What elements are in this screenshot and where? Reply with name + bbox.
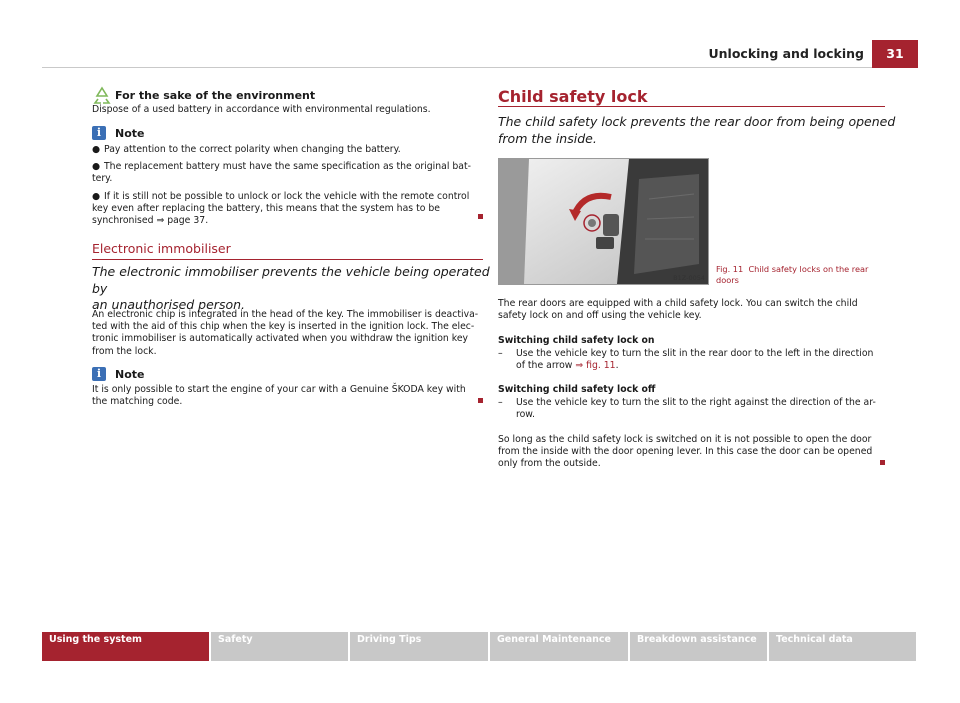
bullet-icon: ● (92, 190, 101, 202)
figure-image (498, 158, 709, 285)
list-item: – Use the vehicle key to turn the slit to the right against the direction of the ar- row. (498, 397, 876, 421)
section-body: An electronic chip is integrated in the head of the key. The immobiliser is deactiva- ted with the aid of this chip when the key is inserted in the ignition lock. The elec- tronic immobiliser is automatically activated when you withdraw the ignition key from the lock. (92, 309, 479, 357)
section-divider (92, 259, 483, 260)
subsection-title-on: Switching child safety lock on (498, 335, 655, 346)
tab-safety[interactable]: Safety (211, 632, 348, 661)
list-item: ● If it is still not be possible to unlock or lock the vehicle with the remote control key even after replacing the battery, this means that the system has to be synchronised ⇒ page 37. (92, 191, 482, 228)
list-item: ● Pay attention to the correct polarity when changing the battery. (92, 144, 401, 155)
bullet-icon: ● (92, 144, 101, 155)
section-lead: The electronic immobiliser prevents the vehicle being operated by an unauthorised person. (92, 264, 490, 312)
note-bullets (92, 144, 482, 227)
tab-technical-data[interactable]: Technical data (769, 632, 916, 661)
note-title: Note (115, 368, 145, 381)
section-divider (498, 106, 885, 107)
info-icon: i (92, 367, 106, 381)
environment-title: For the sake of the environment (115, 89, 316, 102)
bullet-icon: ● (92, 161, 101, 173)
section-lead: The child safety lock prevents the rear door from being opened from the inside. (498, 114, 896, 146)
figure-code: B1Z-0054 (673, 274, 705, 282)
tab-general-maintenance[interactable]: General Maintenance (490, 632, 628, 661)
cross-reference-link[interactable]: synchronised ⇒ page 37. (92, 215, 209, 227)
cross-reference-link[interactable]: ⇒ fig. 11 (575, 360, 616, 372)
section-title: Electronic immobiliser (92, 241, 231, 256)
section-body: The rear doors are equipped with a child safety lock. You can switch the child safety lock on and off using the vehicle key. (498, 298, 858, 322)
note-title: Note (115, 127, 145, 140)
page-section-title: Child safety lock (498, 87, 648, 106)
environment-text: Dispose of a used battery in accordance with environmental regulations. (92, 104, 431, 115)
recycle-icon (92, 86, 112, 106)
list-item: ● The replacement battery must have the same specification as the original bat- tery. (92, 161, 471, 185)
section-end-marker (478, 398, 483, 403)
note-text: It is only possible to start the engine of your car with a Genuine ŠKODA key with the matching code. (92, 384, 466, 408)
info-icon: i (92, 126, 106, 140)
section-end-marker (478, 214, 483, 219)
tab-breakdown-assistance[interactable]: Breakdown assistance (630, 632, 767, 661)
list-item: – Use the vehicle key to turn the slit in the rear door to the left in the direction of the arrow ⇒ fig. 11. (498, 348, 874, 372)
section-body: So long as the child safety lock is switched on it is not possible to open the door from the inside with the door opening lever. In this case the door can be opened only from the outside. (498, 434, 873, 470)
header-divider (42, 67, 872, 68)
tab-using-the-system[interactable]: Using the system (42, 632, 209, 661)
chapter-title: Unlocking and locking (708, 46, 864, 61)
tab-driving-tips[interactable]: Driving Tips (350, 632, 488, 661)
subsection-title-off: Switching child safety lock off (498, 384, 656, 395)
figure-caption: Fig. 11 Child safety locks on the rear doors (716, 264, 869, 285)
chapter-tabs (42, 632, 916, 661)
section-end-marker (880, 460, 885, 465)
page-number: 31 (872, 40, 918, 68)
